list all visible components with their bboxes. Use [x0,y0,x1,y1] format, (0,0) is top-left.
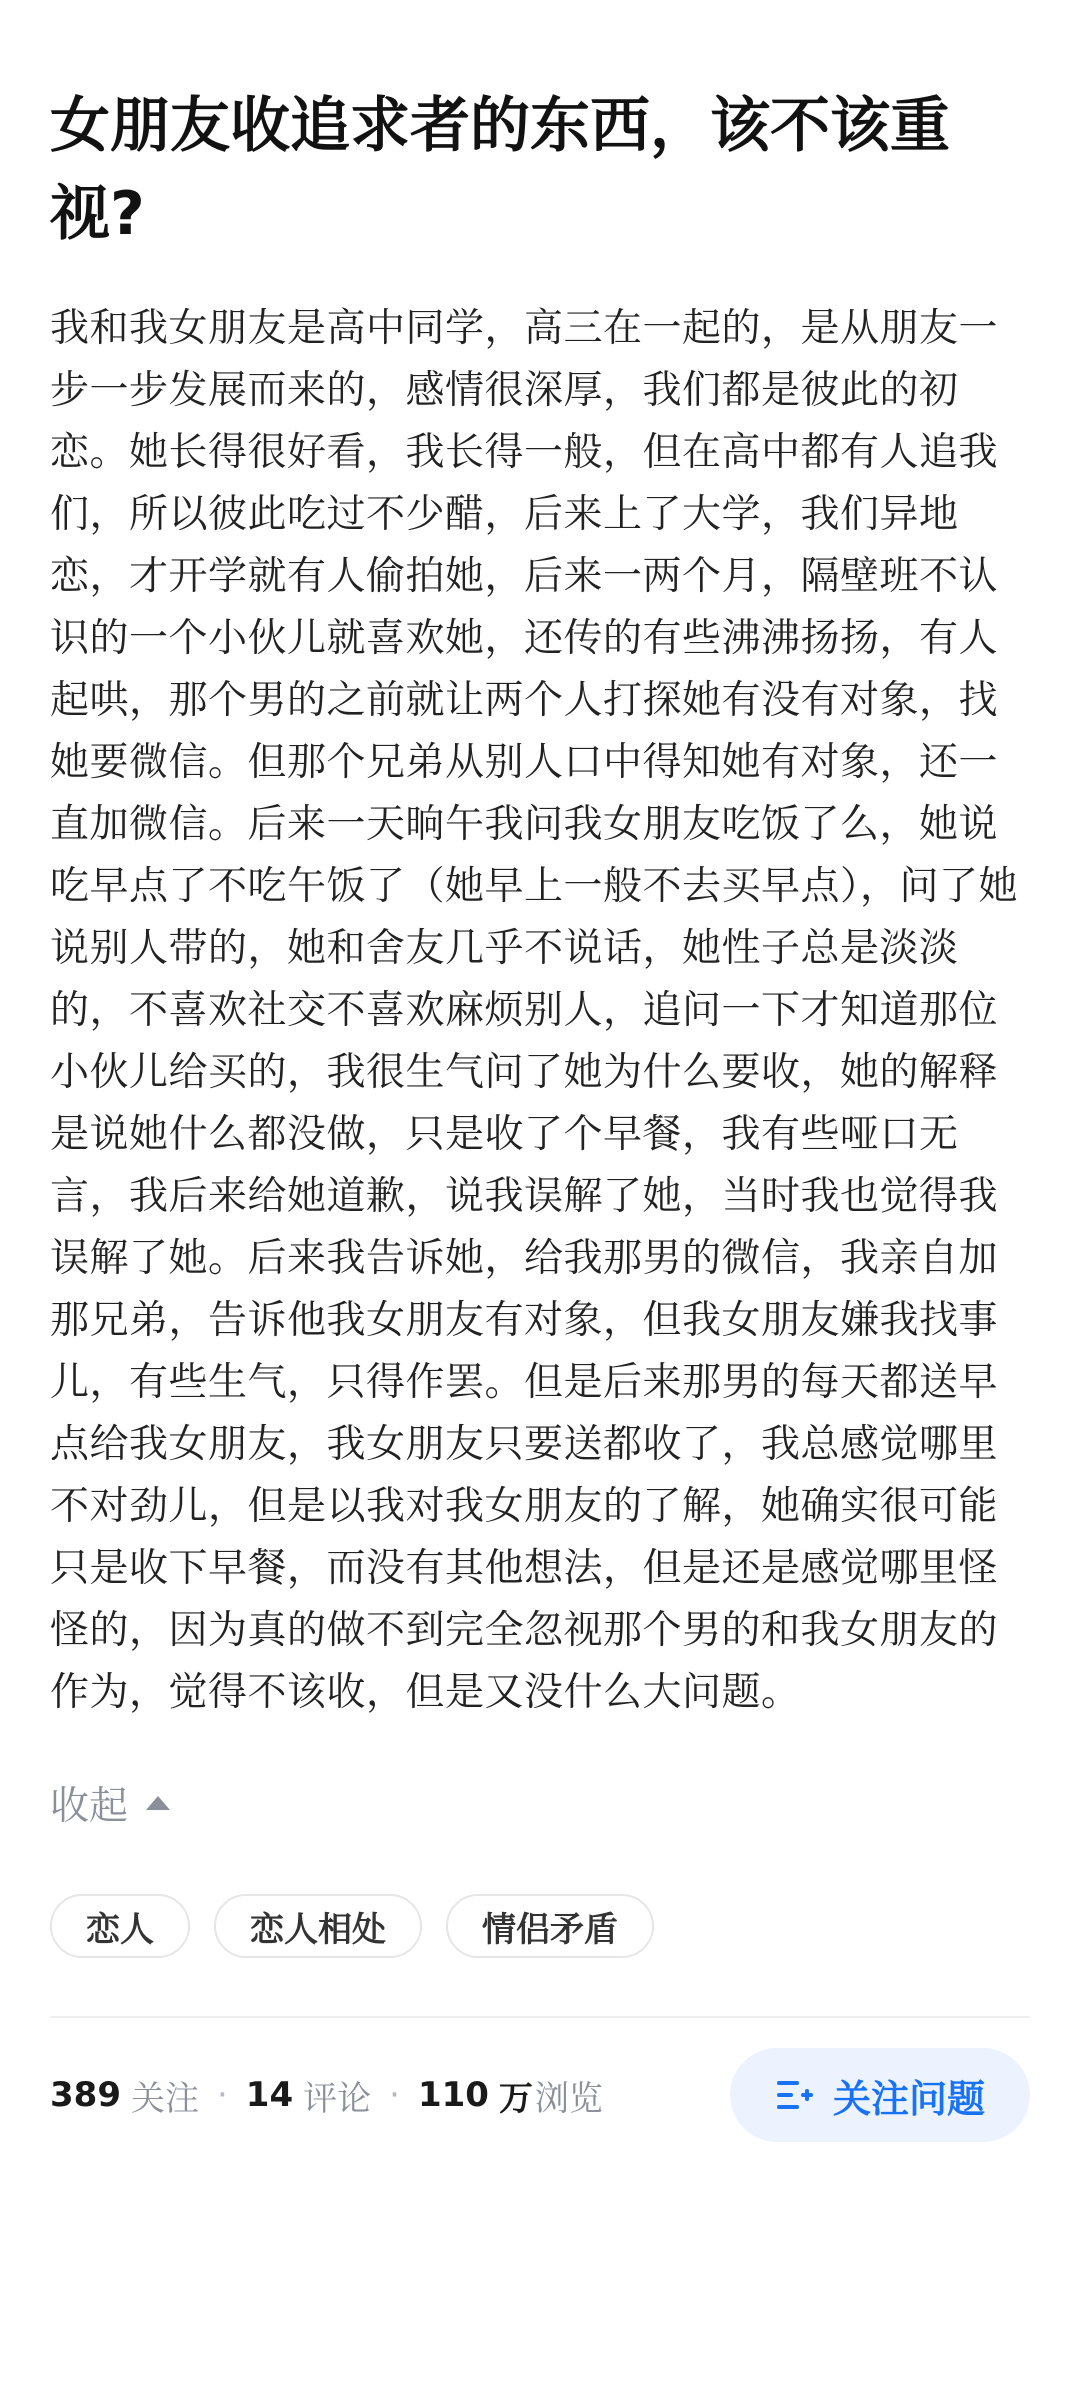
topic-tag[interactable]: 恋人 [50,1894,190,1958]
follow-question-label: 关注问题 [832,2076,985,2121]
comments-label[interactable]: 评论 [303,2078,372,2119]
question-body: 我和我女朋友是高中同学，高三在一起的，是从朋友一步一步发展而来的，感情很深厚，我们都是彼此的初恋。她长得很好看，我长得一般，但在高中都有人追我们，所以彼此吃过不少醋，后来上了大学，我们异地恋，才开学就有人偷拍她，后来一两个月，隔壁班不认识的一个小伙儿就喜欢她，还传的有些沸沸扬扬，有人起哄，那个男的之前就让两个人打探她有没有对象，找她要微信。但那个兄弟从别人口中得知她有对象，还一直加微信。后来一天晌午我问我女朋友吃饭了么，她说吃早点了不吃午饭了（她早上一般不去买早点），问了她说别人带的，她和舍友几乎不说话，她性子总是淡淡的，不喜欢社交不喜欢麻烦别人，追问一下才知道那位小伙儿给买的，我很生气问了她为什么要收，她的解释是说她什么都没做，只是收了个早餐，我有些哑口无言，我后来给她道歉，说我误解了她，当时我也觉得我误解了她。后来我告诉她，给我那男的微信，我亲自加那兄弟，告诉他我女朋友有对象，但我女朋友嫌我找事儿，有些生气，只得作罢。但是后来那男的每天都送早点给我女朋友，我女朋友只要送都收了，我总感觉哪里不对劲儿，但是以我对我女朋友的了解，她确实很可能只是收下早餐，而没有其他想法，但是还是感觉哪里怪怪的，因为真的做不到完全忽视那个男的和我女朋友的作为，觉得不该收，但是又没什么大问题。 [50,306,1019,1715]
divider [50,2016,1030,2018]
follow-list-icon [775,2077,815,2113]
followers-label: 关注 [130,2078,199,2119]
question-title: 女朋友收追求者的东西，该不该重视? [50,91,950,249]
followers-count: 389 [50,2075,121,2115]
comments-count: 14 [245,2075,294,2115]
topic-tag[interactable]: 恋人相处 [214,1894,422,1958]
separator-dot: · [216,2075,228,2115]
caret-up-icon [146,1796,170,1810]
collapse-button[interactable] [50,1772,1030,1834]
collapse-label: 收起 [50,1784,129,1829]
views-label: 浏览 [534,2078,603,2119]
follow-question-button[interactable] [730,2048,1030,2142]
views-unit: 万 [498,2078,533,2119]
topic-tags [50,1894,1030,1958]
separator-dot: · [389,2075,400,2115]
question-footer [50,2048,1030,2142]
views-count: 110 [417,2075,489,2115]
topic-tag[interactable]: 情侣矛盾 [446,1894,654,1958]
question-stats [50,2071,603,2120]
